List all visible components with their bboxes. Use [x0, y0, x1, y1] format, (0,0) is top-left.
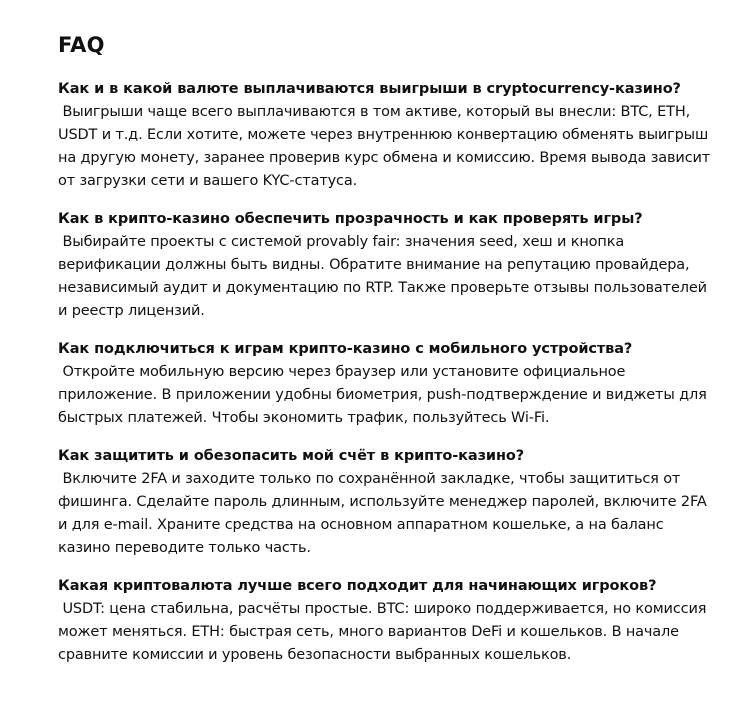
faq-item	[58, 445, 712, 560]
faq-item	[58, 78, 715, 193]
faq-question: Как и в какой валюте выплачиваются выигрыши в cryptocurrency-казино?	[58, 81, 681, 97]
faq-item	[58, 208, 712, 323]
faq-question: Какая криптовалюта лучше всего подходит для начинающих игроков?	[58, 578, 657, 594]
faq-answer: USDT: цена стабильна, расчёты простые. BTC: широко поддерживается, но комиссия может меняться. ETH: быстрая сеть, много вариантов DeFi и кошельков. В начале сравните комиссии и уровень безопасности выбранных кошельков.	[58, 601, 711, 663]
faq-question: Как в крипто-казино обеспечить прозрачность и как проверять игры?	[58, 211, 643, 227]
faq-answer: Откройте мобильную версию через браузер или установите официальное приложение. В приложении удобны биометрия, push-подтверждение и виджеты для быстрых платежей. Чтобы экономить трафик, пользуйтесь Wi-Fi.	[58, 364, 712, 426]
faq-item	[58, 575, 712, 667]
faq-answer: Включите 2FA и заходите только по сохранённой закладке, чтобы защититься от фишинга. Сделайте пароль длинным, используйте менеджер паролей, включите 2FA и для e-mail. Храните средства на основном аппаратном кошельке, а на баланс казино переводите только часть.	[58, 471, 712, 556]
faq-answer: Выигрыши чаще всего выплачиваются в том активе, который вы внесли: BTC, ETH, USDT и т.д. Если хотите, можете через внутреннюю конвертацию обменять выигрыш на другую монету, заранее проверив курс обмена и комиссию. Время вывода зависит от загрузки сети и вашего KYC-статуса.	[58, 104, 715, 189]
faq-answer: Выбирайте проекты с системой provably fair: значения seed, хеш и кнопка верификации должны быть видны. Обратите внимание на репутацию провайдера, независимый аудит и документацию по RTP. Также проверьте отзывы пользователей и реестр лицензий.	[58, 234, 712, 319]
faq-title: FAQ	[58, 33, 105, 57]
faq-question: Как защитить и обезопасить мой счёт в крипто-казино?	[58, 448, 525, 464]
faq-question: Как подключиться к играм крипто-казино с мобильного устройства?	[58, 341, 633, 357]
faq-item	[58, 338, 712, 430]
